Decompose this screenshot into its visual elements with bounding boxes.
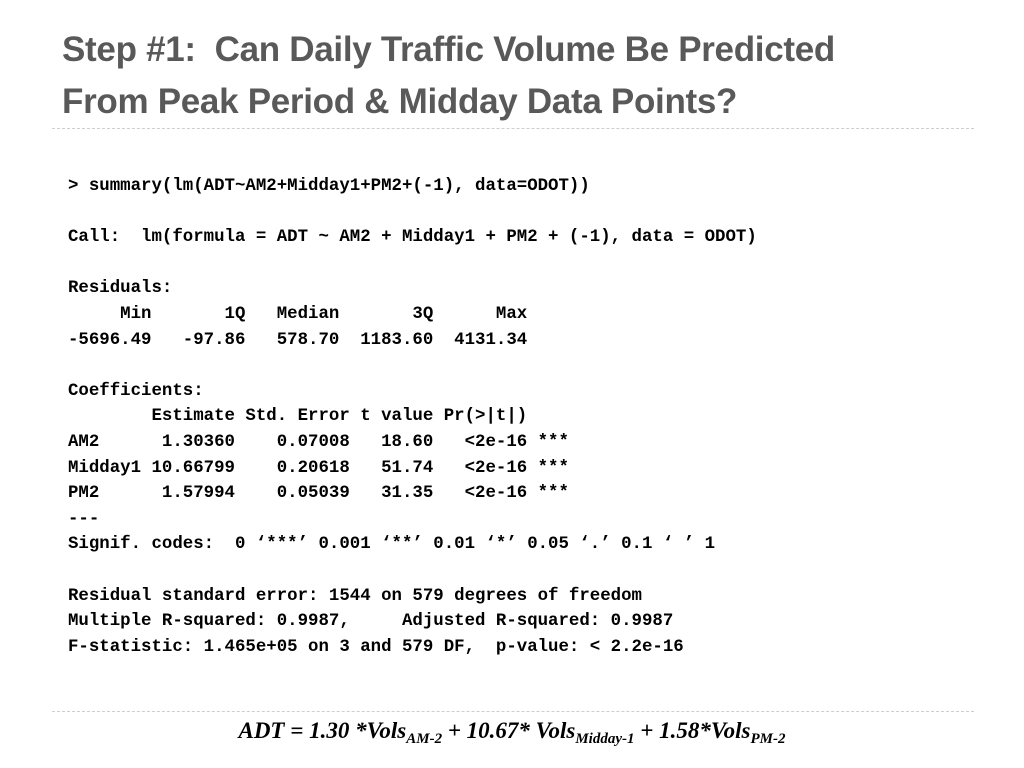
equation-pm-term: + 1.58*Vols	[634, 718, 751, 743]
regression-equation	[0, 714, 1024, 748]
console-line	[68, 200, 757, 226]
console-line: Midday1 10.66799 0.20618 51.74 <2e-16 ***	[68, 458, 569, 478]
bottom-divider	[52, 711, 974, 712]
console-line: Estimate Std. Error t value Pr(>|t|)	[68, 407, 528, 427]
console-line: Multiple R-squared: 0.9987, Adjusted R-squared: 0.9987	[68, 612, 674, 632]
equation-subscript-midday: Midday-1	[575, 731, 635, 747]
console-line: F-statistic: 1.465e+05 on 3 and 579 DF, p-value: < 2.2e-16	[68, 637, 684, 657]
equation-subscript-am: AM-2	[406, 731, 443, 747]
console-line: ---	[68, 509, 100, 529]
r-console-output	[68, 174, 757, 660]
equation-subscript-pm: PM-2	[750, 731, 786, 747]
console-line: > summary(lm(ADT~AM2+Midday1+PM2+(-1), data=ODOT))	[68, 177, 590, 196]
slide-title	[62, 24, 982, 128]
console-line: Coefficients:	[68, 381, 204, 401]
console-line: Min 1Q Median 3Q Max	[68, 304, 528, 324]
equation-midday-term: + 10.67* Vols	[442, 718, 576, 743]
console-line	[68, 251, 757, 277]
console-line: Call: lm(formula = ADT ~ AM2 + Midday1 + PM2 + (-1), data = ODOT)	[68, 228, 757, 248]
console-line: Residual standard error: 1544 on 579 degrees of freedom	[68, 586, 642, 606]
slide-title-line-1: Step #1: Can Daily Traffic Volume Be Predicted	[62, 30, 835, 69]
console-line: Signif. codes: 0 ‘***’ 0.001 ‘**’ 0.01 ‘*’ 0.05 ‘.’ 0.1 ‘ ’ 1	[68, 535, 716, 555]
console-line	[68, 558, 757, 584]
console-line	[68, 353, 757, 379]
top-divider	[52, 128, 974, 129]
equation-lhs: ADT = 1.30 *Vols	[238, 718, 407, 743]
slide-title-line-2: From Peak Period & Midday Data Points?	[62, 82, 738, 121]
console-line: PM2 1.57994 0.05039 31.35 <2e-16 ***	[68, 484, 569, 504]
console-line: -5696.49 -97.86 578.70 1183.60 4131.34	[68, 330, 528, 350]
console-line: Residuals:	[68, 279, 173, 299]
console-line: AM2 1.30360 0.07008 18.60 <2e-16 ***	[68, 432, 569, 452]
